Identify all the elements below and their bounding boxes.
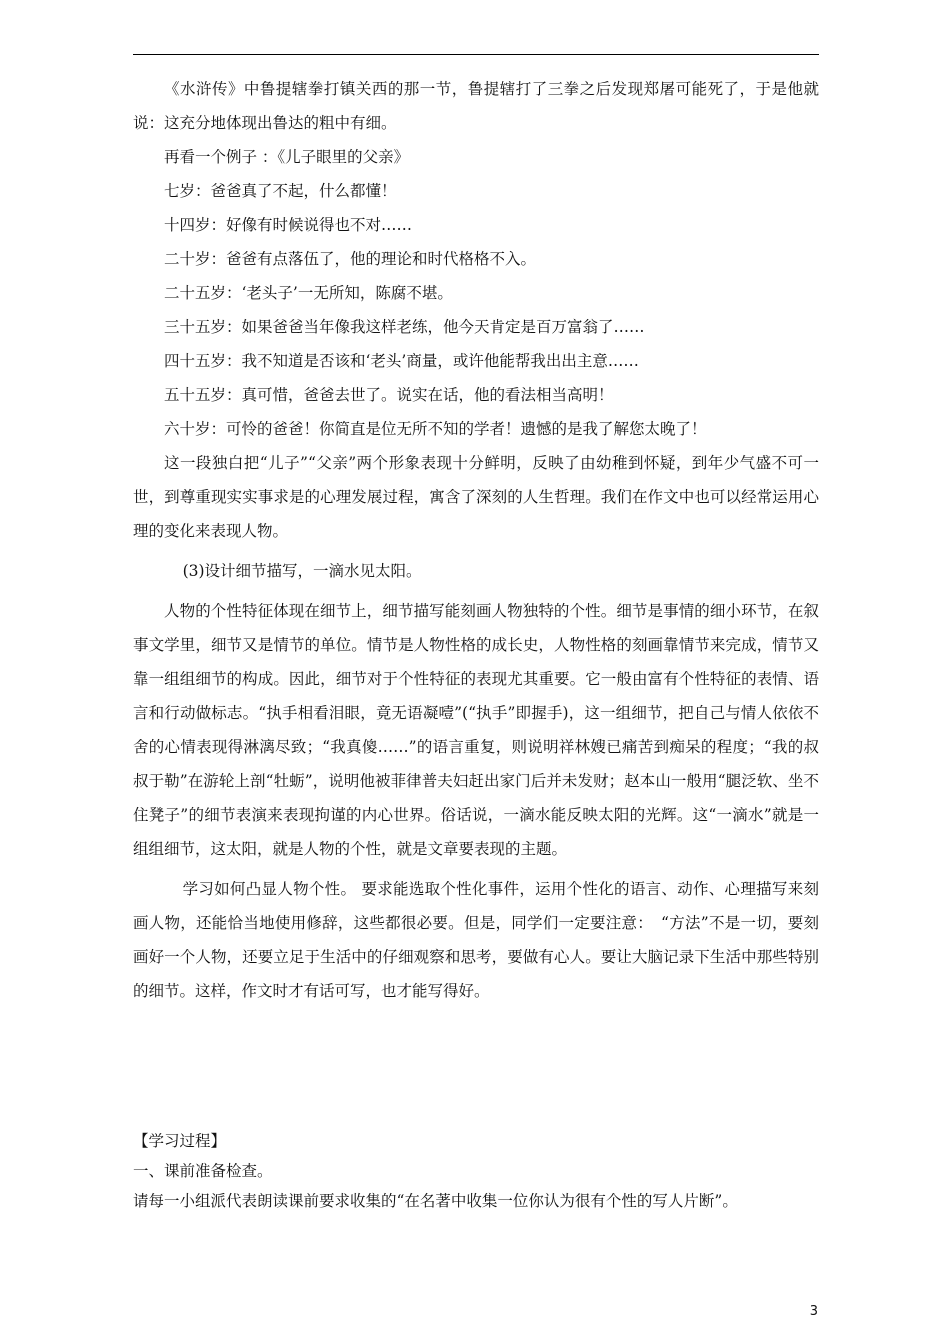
monologue-line-20: 二十岁：爸爸有点落伍了，他的理论和时代格格不入。 [164, 250, 537, 268]
monologue-line-7: 七岁：爸爸真了不起，什么都懂！ [164, 182, 397, 200]
monologue-line-45: 四十五岁：我不知道是否该和‘老头’商量，或许他能帮我出出主意…… [164, 352, 639, 370]
monologue-line-60: 六十岁：可怜的爸爸！你简直是位无所不知的学者！遗憾的是我了解您太晚了！ [164, 420, 707, 438]
paragraph-monologue-analysis: 这一段独白把“儿子”“父亲”两个形象表现十分鲜明，反映了由幼稚到怀疑，到年少气盛不可一世，到尊重现实实事求是的心理发展过程，寓含了深刻的人生哲理。我们在作文中也可以经常运用心理的变化来表现人物。 [133, 454, 819, 540]
section-text: 请每一小组派代表朗读课前要求收集的“在名著中收集一位你认为很有个性的写人片断”。 [133, 1192, 738, 1210]
paragraph-example-intro: 再看一个例子 ：《儿子眼里的父亲》 [164, 148, 410, 166]
monologue-line-35: 三十五岁：如果爸爸当年像我这样老练，他今天肯定是百万富翁了…… [164, 318, 645, 336]
paragraph-summary: 学习如何凸显人物个性。 要求能选取个性化事件，运用个性化的语言、动作、心理描写来刻画人物，还能恰当地使用修辞，这些都很必要。但是，同学们一定要注意： “方法”不是一切，要刻画好一个人物，还要立足于生活中的仔细观察和思考，要做有心人。要让大脑记录下生活中那些特别的细节。这样，作文时才有话可写，也才能写得好。 [133, 880, 819, 1000]
learning-process-section [133, 1126, 819, 1216]
monologue-line-55: 五十五岁：真可惜，爸爸去世了。说实在话，他的看法相当高明！ [164, 386, 614, 404]
paragraph-details: 人物的个性特征体现在细节上，细节描写能刻画人物独特的个性。细节是事情的细小环节，在叙事文学里，细节又是情节的单位。情节是人物性格的成长史，人物性格的刻画靠情节来完成，情节又靠一组组细节的构成。因此，细节对于个性特征的表现尤其重要。它一般由富有个性特征的表情、语言和行动做标志。“执手相看泪眼，竟无语凝噎”(“执手”即握手)，这一组细节，把自己与情人依依不舍的心情表现得淋漓尽致；“我真傻……”的语言重复，则说明祥林嫂已痛苦到痴呆的程度；“我的叔叔于勒”在游轮上剖“牡蛎”，说明他被菲律普夫妇赶出家门后并未发财；赵本山一般用“腿泛软、坐不住凳子”的细节表演来表现拘谨的内心世界。俗话说，一滴水能反映太阳的光辉。这“一滴水”就是一组组细节，这太阳，就是人物的个性，就是文章要表现的主题。 [133, 602, 819, 858]
subheading-detail-description: (3)设计细节描写，一滴水见太阳。 [182, 562, 422, 580]
document-body [133, 72, 819, 1008]
paragraph-shuihu: 《水浒传》中鲁提辖拳打镇关西的那一节，鲁提辖打了三拳之后发现郑屠可能死了，于是他就说：这充分地体现出鲁达的粗中有细。 [133, 80, 819, 132]
section-item: 一、课前准备检查。 [133, 1162, 273, 1180]
page-number: 3 [809, 1304, 818, 1319]
monologue-line-14: 十四岁：好像有时候说得也不对…… [164, 216, 413, 234]
header-rule [133, 54, 819, 55]
section-heading: 【学习过程】 [133, 1132, 227, 1150]
monologue-line-25: 二十五岁：‘老头子’一无所知，陈腐不堪。 [164, 284, 453, 302]
